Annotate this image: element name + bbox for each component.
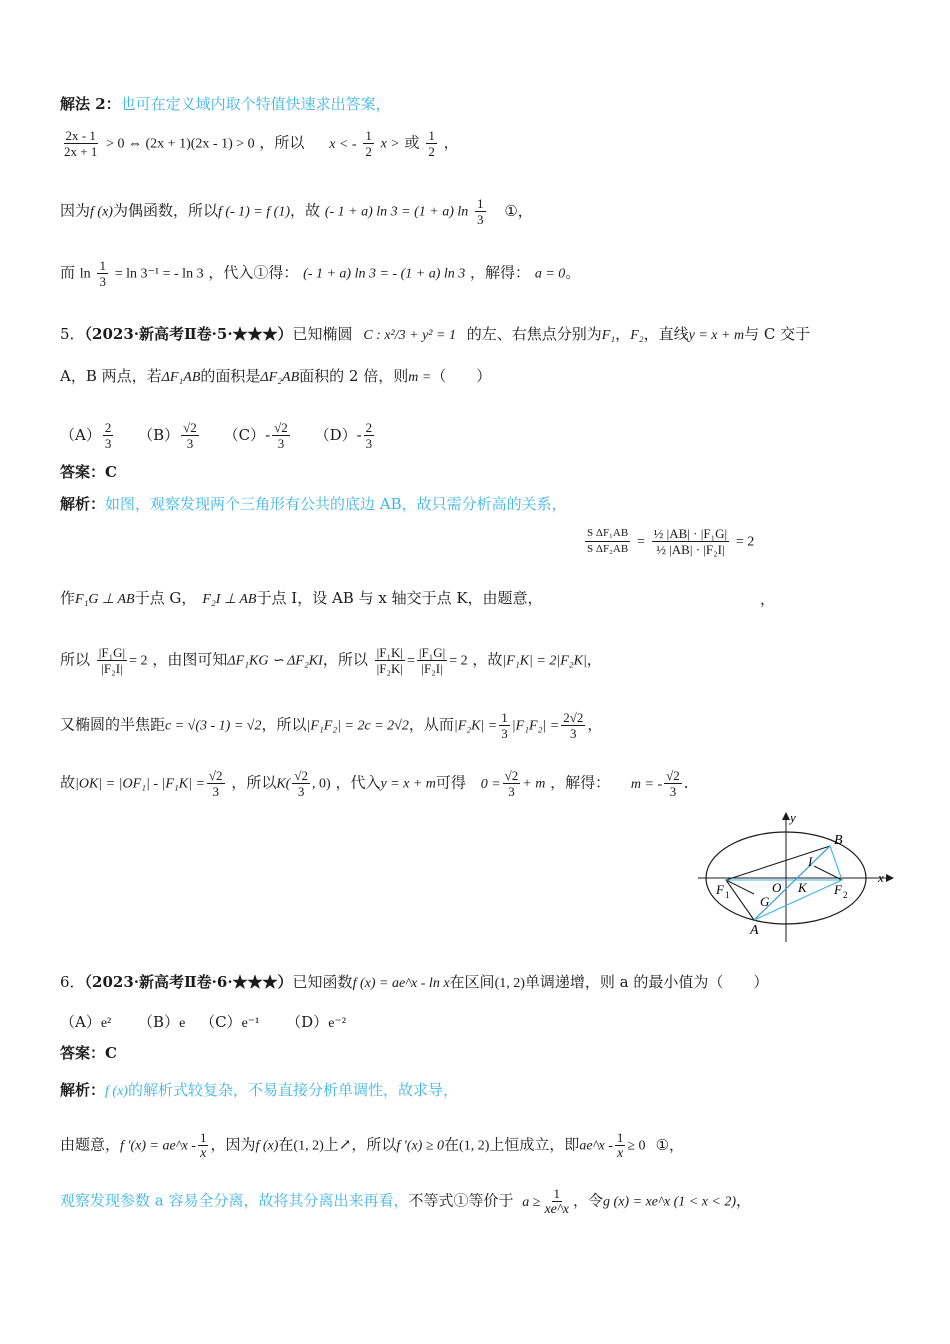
text-solve: ，解得： — [470, 263, 531, 282]
c1: ， — [615, 325, 631, 343]
ratio-lhs: $\frac{\text{S ΔF₁AB}}{\text{S ΔF₂AB}}$ — [587, 527, 629, 555]
ellipse-eq: C : x²/3 + y² = 1 — [363, 328, 456, 343]
f2k: |F₂K| = — [453, 718, 498, 734]
y-axis-arrow-icon — [782, 812, 790, 820]
q5-stem-g: 面积的 2 倍，则 — [299, 367, 409, 385]
ok-eq: |OK| = |OF₁| - |F₁K| = — [75, 776, 205, 792]
q5-analysis — [60, 494, 567, 514]
q5-line3: 又椭圆的半焦距c = √(3 - 1) = √2，所以|F₁F₂| = 2c = 2√2，从而|F₂K| = $\frac{1}{3}$ |F₁F₂| = $\frac{2√2}{3}$ ， — [60, 710, 603, 741]
q6-line2: 观察发现参数 a 容易全分离，故将其分离出来再看，不等式①等价于 a ≥ $\frac{1}{xe\^{}x}$ ，令g (x) = xe^x (1 < x < 2)， — [60, 1186, 752, 1217]
f1: F₁ — [601, 328, 616, 343]
solution2-hint: 也可在定义域内取个特值快速求出答案， — [120, 95, 391, 113]
dot: 。 — [565, 263, 581, 282]
q5-line2: 所以 $\frac{\text{|F₁G|}}{\text{|F₂I|}}$ = 2 ，由图可知ΔF₁KG ∽ ΔF₂KI，所以 $\frac{\text{|F₁K|}}{\text{|F₂K|}}$ = $\frac{\text{|F₁G|}}{\text{|F₂I|}}$ = 2 ，故|F₁K| = 2|F₂K|， — [60, 645, 602, 676]
text-thus: ，故 — [290, 201, 321, 220]
q6-func: f (x) = ae^x - ln x — [352, 976, 450, 991]
q5-option-d[interactable]: （D）- $\frac{2}{3}$ — [314, 420, 373, 451]
ineq-fraction: $\frac{2x - 1}{2x + 1}$ — [64, 128, 98, 159]
q6-interval: (1, 2) — [494, 976, 525, 991]
text-comma: ， — [443, 133, 459, 152]
ineq-rest: > 0 ⇔ (2x + 1)(2x - 1) > 0 — [106, 136, 255, 152]
label-x: x — [878, 870, 884, 885]
q6-source: （2023·新高考Ⅱ卷·6·★★★） — [84, 973, 293, 991]
label-f1: F — [716, 882, 724, 897]
solution2-heading — [60, 94, 391, 114]
solution2-title: 解法 2： — [60, 95, 121, 113]
q5-stem-a: 已知椭圆 — [292, 325, 353, 343]
l1-end: ， — [760, 590, 776, 608]
q5-line4: 故|OK| = |OF₁| - |F₁K| = $\frac{√2}{3}$ ，所以K( $\frac{√2}{3}$ , 0) ，代入y = x + m可得 0 = $\frac{√2}{3}$ + m ，解得： m = - $\frac{√2}{3}$ ． — [60, 768, 699, 799]
text-sub: ，代入①得： — [208, 263, 299, 282]
area-ratio: $\frac{\text{S ΔF₁AB}}{\text{S ΔF₂AB}}$ = $\frac{\text{½ |AB| · |F₁G|}}{\text{½ |AB| · |F₂I|}}$ = 2 — [587, 526, 755, 557]
q6-stem: 6．（2023·新高考Ⅱ卷·6·★★★）已知函数f (x) = ae^x - ln x在区间(1, 2)单调递增，则 a 的最小值为（ ） — [60, 973, 769, 991]
third-fraction: $\frac{1}{3}$ — [477, 196, 484, 227]
answer-label: 答案： — [60, 463, 106, 481]
ellipse-figure — [690, 808, 900, 948]
tri1: ΔF₁AB — [161, 370, 201, 385]
q6-option-c[interactable]: （C）e⁻¹ — [200, 1013, 260, 1031]
q5-stem-d: 与 C 交于 — [744, 325, 811, 343]
q6-hint: 的解析式较复杂，不易直接分析单调性，故求导， — [127, 1081, 458, 1099]
q5-line1: 作F₁G ⊥ AB于点 G， F₂I ⊥ AB于点 I，设 AB 与 x 轴交于点 K，由题意， — [60, 589, 543, 607]
similar: ΔF₁KG ∽ ΔF₂KI — [227, 653, 323, 669]
m-eq: m = — [408, 370, 432, 385]
q5-options — [60, 420, 376, 451]
third-fraction-2: $\frac{1}{3}$ — [99, 258, 106, 289]
q5-number: 5． — [60, 325, 85, 343]
perp1: F₁G ⊥ AB — [75, 592, 135, 607]
k-point: K( — [276, 776, 291, 792]
q6-hint2: 观察发现参数 a 容易全分离，故将其分离出来再看， — [60, 1191, 409, 1210]
answer-value: C — [105, 463, 117, 481]
cond2: x > — [380, 136, 400, 152]
solution2-line3 — [60, 258, 580, 289]
q5-answer — [60, 462, 117, 482]
sub-eq: (- 1 + a) ln 3 = - (1 + a) ln 3 — [303, 266, 466, 282]
solution2-line2 — [60, 196, 533, 227]
ratio-fg-fi: $\frac{\text{|F₁G|}}{\text{|F₂I|}}$ — [98, 645, 126, 676]
q5-option-c[interactable]: （C）- $\frac{√2}{3}$ — [223, 420, 288, 451]
label-f2-sub: 2 — [843, 890, 848, 900]
c-value: c = √(3 - 1) = √2 — [165, 718, 262, 734]
half-fraction-1: $\frac{1}{2}$ — [365, 128, 372, 159]
f1g-segment — [726, 880, 754, 894]
q6-analysis: 解析：f (x)的解析式较复杂，不易直接分析单调性，故求导， — [60, 1081, 458, 1099]
analysis-label: 解析： — [60, 495, 106, 513]
text-or: 或 — [404, 133, 420, 152]
label-o: O — [772, 880, 782, 895]
q5-stem-e: A，B 两点，若 — [60, 367, 162, 385]
perp2: F₂I ⊥ AB — [202, 592, 257, 607]
solution2-line1 — [60, 128, 459, 159]
q5-stem-f: 的面积是 — [200, 367, 261, 385]
paren: （ ） — [431, 367, 492, 385]
q6-answer: 答案：C — [60, 1044, 117, 1062]
text-even: 为偶函数，所以 — [112, 201, 218, 220]
q6-option-a[interactable]: （A）e² — [60, 1013, 112, 1031]
x-axis-arrow-icon — [886, 874, 894, 882]
ratio-fk: $\frac{\text{|F₁K|}}{\text{|F₂K|}}$ — [376, 645, 403, 676]
even-eq: f (- 1) = f (1) — [217, 204, 291, 220]
label-k: K — [798, 880, 807, 895]
circle-1: ①， — [504, 201, 533, 220]
text-and: 而 — [60, 263, 76, 282]
analysis-hint: 如图，观察发现两个三角形有公共的底边 AB，故只需分析高的关系， — [105, 495, 567, 513]
cond1: x < - — [329, 136, 357, 152]
eq-ln3: (- 1 + a) ln 3 = (1 + a) ln — [324, 204, 469, 220]
q5-stem-2 — [60, 366, 491, 388]
label-f2: F — [834, 882, 842, 897]
f2: F₂ — [630, 328, 644, 343]
label-y: y — [790, 810, 796, 825]
label-b: B — [834, 833, 843, 848]
q5-source: （2023·新高考Ⅱ卷·5·★★★） — [84, 325, 293, 343]
ratio-rhs: $\frac{\text{½ |AB| · |F₁G|}}{\text{½ |AB| · |F₂I|}}$ — [653, 526, 728, 557]
q5-stem-1 — [60, 324, 810, 346]
q6-option-b[interactable]: （B）e — [138, 1013, 186, 1031]
q6-option-d[interactable]: （D）e⁻² — [286, 1013, 346, 1031]
m-answer: m = - — [630, 776, 663, 792]
ln-rest: = ln 3⁻¹ = - ln 3 — [114, 266, 204, 282]
q6-line1: 由题意，f ′(x) = ae^x - $\frac{1}{x}$ ，因为f (x)在(1, 2)上↗，所以f ′(x) ≥ 0在(1, 2)上恒成立，即ae^x - $\frac{1}{x}$ ≥ 0 ①， — [60, 1130, 685, 1161]
tri2: ΔF₂AB — [260, 370, 300, 385]
ratio-fg: $\frac{\text{|F₁G|}}{\text{|F₂I|}}$ — [418, 645, 446, 676]
q5-option-a[interactable]: （A） $\frac{2}{3}$ — [60, 420, 112, 451]
fx: f (x) — [90, 204, 113, 220]
label-g: G — [760, 894, 770, 909]
ratio-eq: = 2 — [735, 534, 755, 550]
derivative: f ′(x) = ae^x - — [120, 1138, 196, 1154]
g-func: g (x) = xe^x (1 < x < 2) — [603, 1194, 737, 1210]
label-a: A — [750, 923, 759, 938]
label-f1-sub: 1 — [725, 890, 730, 900]
line-eq: y = x + m — [688, 328, 745, 343]
q5-stem-b: 的左、右焦点分别为 — [466, 325, 602, 343]
fk-eq: |F₁K| = 2|F₂K| — [502, 653, 587, 669]
answer-a: a = 0 — [534, 266, 566, 282]
text-so: ，所以 — [259, 133, 305, 152]
q5-option-b[interactable]: （B） $\frac{√2}{3}$ — [138, 420, 197, 451]
label-i: I — [808, 854, 813, 869]
f1f2: |F₁F₂| = 2c = 2√2 — [306, 718, 409, 734]
q5-stem-c: ，直线 — [643, 325, 689, 343]
half-fraction-2: $\frac{1}{2}$ — [428, 128, 435, 159]
ln: ln — [79, 266, 91, 282]
text-because: 因为 — [60, 201, 91, 220]
q6-options — [60, 1012, 346, 1034]
q6-answer-value: C — [105, 1044, 117, 1062]
